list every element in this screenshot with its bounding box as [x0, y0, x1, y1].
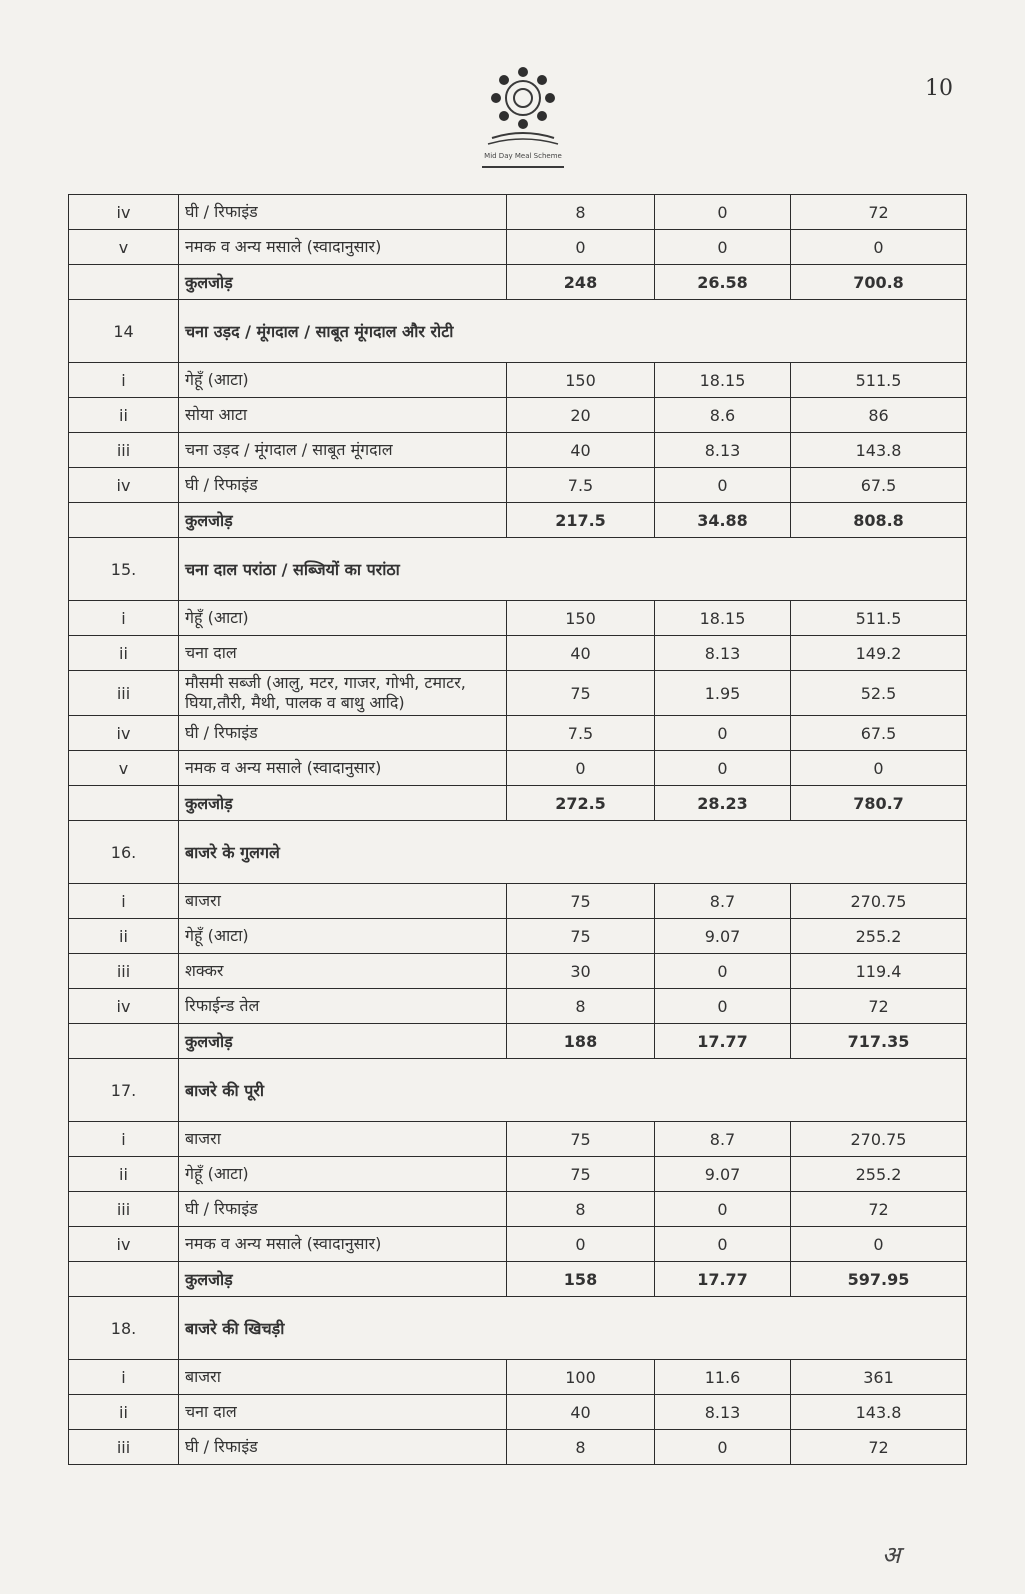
item-row: [69, 1430, 967, 1465]
protein-cell: 8.13: [655, 433, 791, 468]
item-index: iv: [69, 468, 179, 503]
item-name: मौसमी सब्जी (आलु, मटर, गाजर, गोभी, टमाटर, घिया,तौरी, मैथी, पालक व बाथु आदि): [179, 671, 507, 716]
item-index: v: [69, 751, 179, 786]
calories-cell: 270.75: [791, 884, 967, 919]
protein-cell: 0: [655, 468, 791, 503]
protein-cell: 0: [655, 1227, 791, 1262]
item-index: iii: [69, 433, 179, 468]
item-index: [69, 265, 179, 300]
item-row: [69, 230, 967, 265]
protein-cell: 0: [655, 751, 791, 786]
item-index: [69, 1262, 179, 1297]
protein-cell: 8.13: [655, 1395, 791, 1430]
item-row: [69, 1360, 967, 1395]
protein-cell: 0: [655, 1192, 791, 1227]
protein-cell: 26.58: [655, 265, 791, 300]
item-name: घी / रिफाइंड: [179, 1430, 507, 1465]
item-index: iii: [69, 1192, 179, 1227]
quantity-cell: 20: [507, 398, 655, 433]
section-title: बाजरे के गुलगले: [179, 821, 967, 884]
calories-cell: 72: [791, 1192, 967, 1227]
quantity-cell: 248: [507, 265, 655, 300]
nutrition-table: [68, 194, 967, 1465]
protein-cell: 0: [655, 230, 791, 265]
item-index: i: [69, 1360, 179, 1395]
item-name: नमक व अन्य मसाले (स्वादानुसार): [179, 1227, 507, 1262]
total-row: [69, 503, 967, 538]
protein-cell: 18.15: [655, 363, 791, 398]
protein-cell: 0: [655, 1430, 791, 1465]
item-index: v: [69, 230, 179, 265]
protein-cell: 17.77: [655, 1262, 791, 1297]
total-row: [69, 1262, 967, 1297]
section-header-row: [69, 1059, 967, 1122]
item-row: [69, 1192, 967, 1227]
calories-cell: 511.5: [791, 363, 967, 398]
calories-cell: 86: [791, 398, 967, 433]
section-number: 16.: [69, 821, 179, 884]
item-name: गेहूँ (आटा): [179, 1157, 507, 1192]
protein-cell: 1.95: [655, 671, 791, 716]
item-row: [69, 1227, 967, 1262]
calories-cell: 119.4: [791, 954, 967, 989]
item-index: i: [69, 884, 179, 919]
section-title: बाजरे की खिचड़ी: [179, 1297, 967, 1360]
calories-cell: 270.75: [791, 1122, 967, 1157]
protein-cell: 0: [655, 989, 791, 1024]
quantity-cell: 8: [507, 195, 655, 230]
total-label: कुलजोड़: [179, 786, 507, 821]
item-index: i: [69, 601, 179, 636]
quantity-cell: 150: [507, 601, 655, 636]
calories-cell: 143.8: [791, 1395, 967, 1430]
quantity-cell: 0: [507, 751, 655, 786]
quantity-cell: 150: [507, 363, 655, 398]
item-name: नमक व अन्य मसाले (स्वादानुसार): [179, 751, 507, 786]
total-label: कुलजोड़: [179, 1262, 507, 1297]
quantity-cell: 40: [507, 433, 655, 468]
quantity-cell: 8: [507, 989, 655, 1024]
calories-cell: 72: [791, 989, 967, 1024]
quantity-cell: 75: [507, 919, 655, 954]
item-name: चना दाल: [179, 1395, 507, 1430]
item-row: [69, 601, 967, 636]
item-index: iii: [69, 954, 179, 989]
item-index: iv: [69, 989, 179, 1024]
quantity-cell: 7.5: [507, 468, 655, 503]
item-name: सोया आटा: [179, 398, 507, 433]
calories-cell: 72: [791, 195, 967, 230]
section-header-row: [69, 300, 967, 363]
protein-cell: 0: [655, 716, 791, 751]
section-header-row: [69, 821, 967, 884]
item-name: घी / रिफाइंड: [179, 1192, 507, 1227]
calories-cell: 597.95: [791, 1262, 967, 1297]
section-number: 18.: [69, 1297, 179, 1360]
quantity-cell: 188: [507, 1024, 655, 1059]
protein-cell: 8.7: [655, 884, 791, 919]
item-name: गेहूँ (आटा): [179, 919, 507, 954]
item-name: घी / रिफाइंड: [179, 716, 507, 751]
calories-cell: 700.8: [791, 265, 967, 300]
item-name: रिफाईन्ड तेल: [179, 989, 507, 1024]
calories-cell: 67.5: [791, 716, 967, 751]
item-index: ii: [69, 398, 179, 433]
item-row: [69, 751, 967, 786]
calories-cell: 808.8: [791, 503, 967, 538]
item-name: गेहूँ (आटा): [179, 363, 507, 398]
section-header-row: [69, 538, 967, 601]
calories-cell: 0: [791, 751, 967, 786]
item-index: ii: [69, 636, 179, 671]
total-label: कुलजोड़: [179, 265, 507, 300]
item-index: iv: [69, 716, 179, 751]
section-number: 17.: [69, 1059, 179, 1122]
item-name: नमक व अन्य मसाले (स्वादानुसार): [179, 230, 507, 265]
protein-cell: 18.15: [655, 601, 791, 636]
item-index: [69, 1024, 179, 1059]
quantity-cell: 8: [507, 1192, 655, 1227]
signature: अ: [882, 1541, 901, 1569]
item-row: [69, 1395, 967, 1430]
item-row: [69, 1157, 967, 1192]
calories-cell: 511.5: [791, 601, 967, 636]
item-name: बाजरा: [179, 1122, 507, 1157]
emblem-logo: [478, 62, 568, 174]
item-row: [69, 636, 967, 671]
protein-cell: 0: [655, 195, 791, 230]
item-index: iv: [69, 195, 179, 230]
section-header-row: [69, 1297, 967, 1360]
quantity-cell: 158: [507, 1262, 655, 1297]
calories-cell: 72: [791, 1430, 967, 1465]
calories-cell: 255.2: [791, 919, 967, 954]
quantity-cell: 7.5: [507, 716, 655, 751]
item-row: [69, 468, 967, 503]
total-label: कुलजोड़: [179, 1024, 507, 1059]
quantity-cell: 75: [507, 1122, 655, 1157]
quantity-cell: 75: [507, 884, 655, 919]
item-index: ii: [69, 1395, 179, 1430]
protein-cell: 9.07: [655, 919, 791, 954]
section-number: 15.: [69, 538, 179, 601]
item-index: iv: [69, 1227, 179, 1262]
calories-cell: 780.7: [791, 786, 967, 821]
item-row: [69, 1122, 967, 1157]
item-row: [69, 716, 967, 751]
calories-cell: 361: [791, 1360, 967, 1395]
quantity-cell: 40: [507, 1395, 655, 1430]
item-row: [69, 884, 967, 919]
quantity-cell: 0: [507, 230, 655, 265]
item-index: ii: [69, 919, 179, 954]
item-index: [69, 503, 179, 538]
item-name: चना उड़द / मूंगदाल / साबूत मूंगदाल: [179, 433, 507, 468]
calories-cell: 717.35: [791, 1024, 967, 1059]
calories-cell: 143.8: [791, 433, 967, 468]
total-label: कुलजोड़: [179, 503, 507, 538]
protein-cell: 28.23: [655, 786, 791, 821]
protein-cell: 9.07: [655, 1157, 791, 1192]
calories-cell: 67.5: [791, 468, 967, 503]
item-row: [69, 954, 967, 989]
section-title: चना दाल परांठा / सब्जियों का परांठा: [179, 538, 967, 601]
page-number: 10: [925, 76, 953, 101]
calories-cell: 0: [791, 1227, 967, 1262]
quantity-cell: 8: [507, 1430, 655, 1465]
quantity-cell: 272.5: [507, 786, 655, 821]
emblem-caption: Mid Day Meal Scheme: [484, 152, 562, 160]
item-index: iii: [69, 1430, 179, 1465]
section-title: चना उड़द / मूंगदाल / साबूत मूंगदाल और रोटी: [179, 300, 967, 363]
protein-cell: 8.6: [655, 398, 791, 433]
quantity-cell: 40: [507, 636, 655, 671]
protein-cell: 34.88: [655, 503, 791, 538]
item-row: [69, 989, 967, 1024]
calories-cell: 149.2: [791, 636, 967, 671]
item-index: [69, 786, 179, 821]
quantity-cell: 217.5: [507, 503, 655, 538]
item-name: शक्कर: [179, 954, 507, 989]
calories-cell: 0: [791, 230, 967, 265]
item-row: [69, 398, 967, 433]
item-name: चना दाल: [179, 636, 507, 671]
protein-cell: 8.7: [655, 1122, 791, 1157]
item-row: [69, 919, 967, 954]
protein-cell: 11.6: [655, 1360, 791, 1395]
quantity-cell: 30: [507, 954, 655, 989]
total-row: [69, 1024, 967, 1059]
total-row: [69, 265, 967, 300]
table-body: [69, 195, 967, 1465]
item-name: घी / रिफाइंड: [179, 195, 507, 230]
quantity-cell: 75: [507, 1157, 655, 1192]
protein-cell: 17.77: [655, 1024, 791, 1059]
section-title: बाजरे की पूरी: [179, 1059, 967, 1122]
item-name: गेहूँ (आटा): [179, 601, 507, 636]
protein-cell: 8.13: [655, 636, 791, 671]
item-index: i: [69, 363, 179, 398]
item-index: i: [69, 1122, 179, 1157]
calories-cell: 52.5: [791, 671, 967, 716]
quantity-cell: 100: [507, 1360, 655, 1395]
item-row: [69, 195, 967, 230]
quantity-cell: 75: [507, 671, 655, 716]
item-name: बाजरा: [179, 884, 507, 919]
section-number: 14: [69, 300, 179, 363]
item-index: ii: [69, 1157, 179, 1192]
item-row: [69, 363, 967, 398]
item-name: घी / रिफाइंड: [179, 468, 507, 503]
quantity-cell: 0: [507, 1227, 655, 1262]
protein-cell: 0: [655, 954, 791, 989]
total-row: [69, 786, 967, 821]
item-index: iii: [69, 671, 179, 716]
calories-cell: 255.2: [791, 1157, 967, 1192]
item-row: [69, 433, 967, 468]
item-row: [69, 671, 967, 716]
item-name: बाजरा: [179, 1360, 507, 1395]
